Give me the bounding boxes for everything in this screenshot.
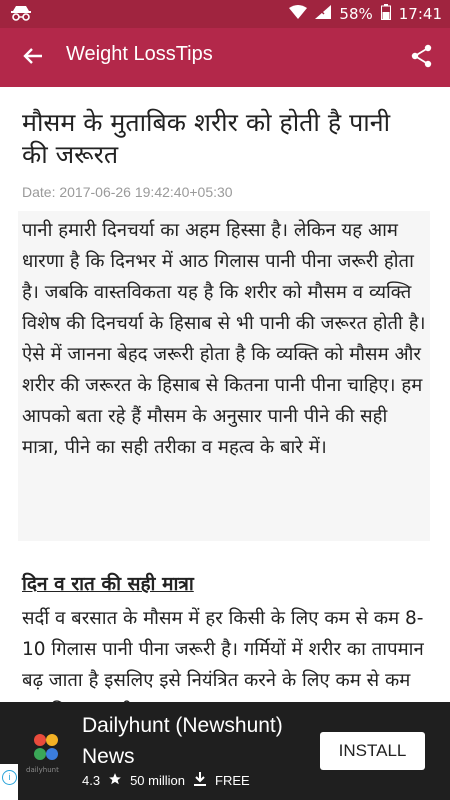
signal-icon — [315, 5, 331, 23]
dailyhunt-logo-icon — [30, 732, 62, 764]
ad-rating: 4.3 — [82, 773, 101, 788]
ad-price: FREE — [215, 773, 250, 788]
article-content[interactable] — [0, 87, 450, 702]
star-icon — [108, 772, 122, 789]
section-heading: दिन व रात की सही मात्रा — [22, 573, 194, 595]
app-bar — [0, 28, 450, 87]
ad-banner[interactable] — [0, 702, 450, 800]
section-text: सर्दी व बरसात के मौसम में हर किसी के लिए कम से कम 8-10 गिलास पानी पीना जरूरी है। गर्मियों में शरीर का तापमान बढ़ जाता है इसलिए इसे नियंत्रित करने के लिए कम से कम — [22, 608, 424, 691]
article-intro: पानी हमारी दिनचर्या का अहम हिस्सा है। लेकिन यह आम धारणा है कि दिनभर में आठ गिलास पानी पीना जरूरी होता है। जबकि वास्तविकता यह है कि शरीर को मौसम व व्यक्ति विशेष की दिनचर्या के हिसाब से भी पानी की जरूरत होती है। ऐसे में जानना बेहद जरूरी होता है कि व्यक्ति को मौसम और शरीर की जरूरत के हिसाब से कितना पानी पीना चाहिए। हम आपको बता रहे हैं मौसम के अनुसार पानी पीने की सही मात्रा, पीने का सही तरीका व महत्व के बारे में। — [22, 220, 426, 458]
incognito-icon — [10, 5, 32, 25]
back-arrow-icon[interactable] — [18, 40, 48, 74]
share-icon[interactable] — [410, 44, 434, 68]
wifi-icon — [289, 5, 307, 23]
install-button[interactable]: INSTALL — [320, 732, 425, 770]
status-bar — [0, 0, 450, 28]
download-icon — [193, 772, 207, 789]
app-title: Weight LossTips — [66, 43, 213, 65]
article-date: Date: 2017-06-26 19:42:40+05:30 — [22, 184, 233, 200]
ad-logo-label: dailyhunt — [26, 766, 59, 774]
ad-info-icon[interactable]: i — [2, 770, 17, 785]
article-headline: मौसम के मुताबिक शरीर को होती है पानी की जरूरत — [22, 108, 391, 169]
battery-percent: 58% — [339, 5, 373, 23]
ad-downloads: 50 million — [130, 773, 185, 788]
ad-meta — [82, 772, 250, 789]
clock: 17:41 — [398, 5, 442, 23]
battery-icon — [381, 4, 391, 24]
ad-app-name: Dailyhunt (Newshunt) News — [82, 714, 283, 768]
